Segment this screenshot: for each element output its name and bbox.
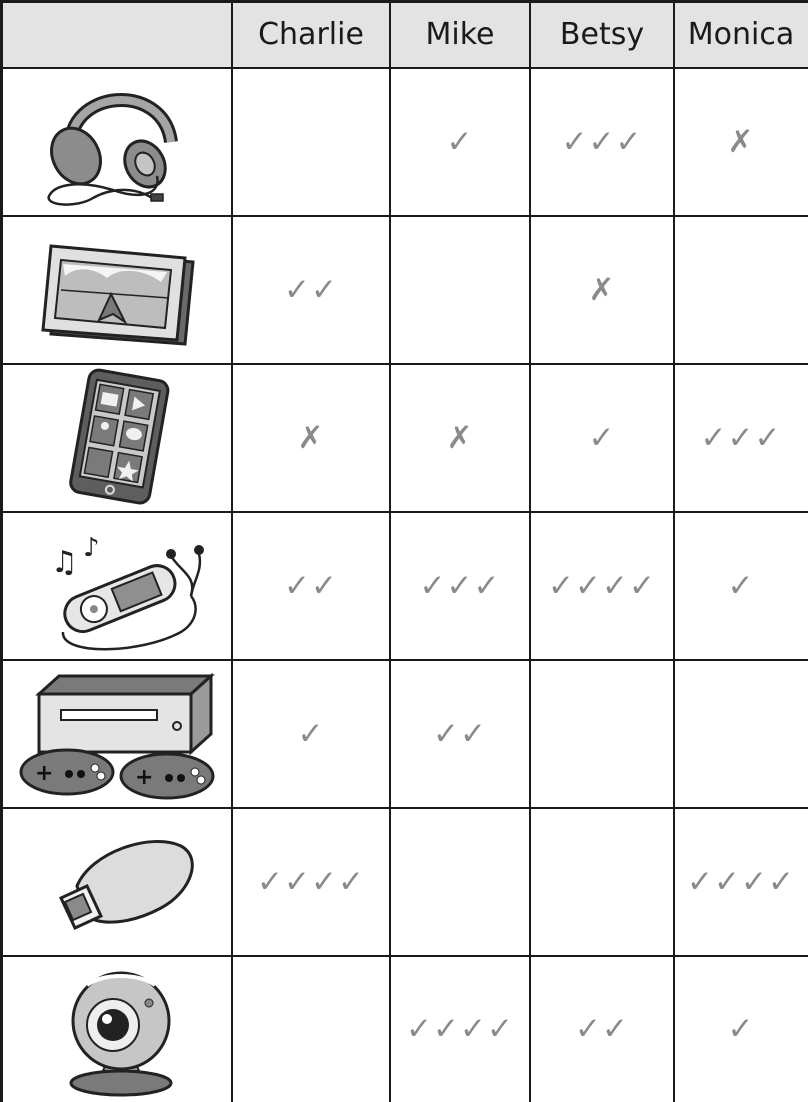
cell-gps-betsy: ✗ <box>588 272 616 308</box>
grid-line <box>231 0 233 1102</box>
grid-line <box>0 0 808 3</box>
cell-webcam-mike: ✓✓✓✓ <box>406 1011 514 1047</box>
grid-line <box>0 0 3 1102</box>
headphones-icon <box>0 68 232 216</box>
grid-line <box>0 67 808 69</box>
cell-webcam-monica: ✓ <box>727 1011 755 1047</box>
cell-headphones-monica: ✗ <box>727 124 755 160</box>
header-corner-cell <box>0 0 232 68</box>
cell-usb-charlie: ✓✓✓✓ <box>257 864 365 900</box>
column-header-betsy: Betsy <box>559 16 645 52</box>
cell-usb-monica: ✓✓✓✓ <box>687 864 795 900</box>
grid-line <box>0 807 808 809</box>
cell-usb-betsy <box>530 808 674 956</box>
grid-line <box>389 0 391 1102</box>
svg-text:+: + <box>35 761 54 786</box>
cell-headphones-betsy: ✓✓✓ <box>561 124 643 160</box>
grid-line <box>0 363 808 365</box>
webcam-icon <box>0 956 232 1102</box>
cell-console-charlie: ✓ <box>297 716 325 752</box>
cell-console-monica <box>674 660 808 808</box>
tablet-icon <box>0 364 232 512</box>
game-console-icon <box>0 660 232 808</box>
cell-gps-monica <box>674 216 808 364</box>
grid-line <box>0 659 808 661</box>
grid-line <box>0 511 808 513</box>
cell-headphones-mike: ✓ <box>446 124 474 160</box>
column-header-monica: Monica <box>687 16 795 52</box>
column-header-charlie: Charlie <box>258 16 364 52</box>
cell-tablet-mike: ✗ <box>446 420 474 456</box>
column-header-mike: Mike <box>425 16 495 52</box>
svg-text:♫: ♫ <box>51 545 78 580</box>
cell-headphones-charlie <box>232 68 390 216</box>
cell-console-betsy <box>530 660 674 808</box>
cell-gps-mike <box>390 216 530 364</box>
grid-line <box>673 0 675 1102</box>
cell-mp3-charlie: ✓✓ <box>284 568 338 604</box>
cell-webcam-charlie <box>232 956 390 1102</box>
cell-usb-mike <box>390 808 530 956</box>
svg-text:♪: ♪ <box>83 533 100 563</box>
cell-console-mike: ✓✓ <box>433 716 487 752</box>
cell-tablet-betsy: ✓ <box>588 420 616 456</box>
cell-mp3-mike: ✓✓✓ <box>419 568 501 604</box>
cell-tablet-charlie: ✗ <box>297 420 325 456</box>
svg-text:+: + <box>135 765 154 790</box>
cell-mp3-betsy: ✓✓✓✓ <box>548 568 656 604</box>
cell-gps-charlie: ✓✓ <box>284 272 338 308</box>
grid-line <box>0 955 808 957</box>
cell-webcam-betsy: ✓✓ <box>575 1011 629 1047</box>
gps-navigator-icon <box>0 216 232 364</box>
grid-line <box>529 0 531 1102</box>
mp3-player-icon <box>0 512 232 660</box>
grid-line <box>0 215 808 217</box>
usb-flash-drive-icon <box>0 808 232 956</box>
cell-mp3-monica: ✓ <box>727 568 755 604</box>
cell-tablet-monica: ✓✓✓ <box>700 420 782 456</box>
